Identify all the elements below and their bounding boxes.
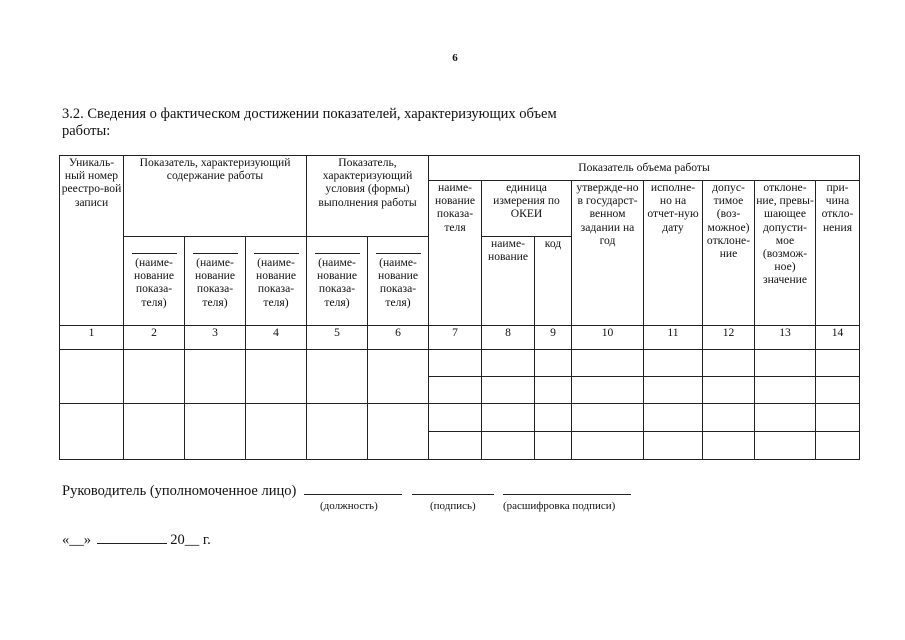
column-number: 14 [816,326,860,350]
header-work-content-group: Показатель, характеризующий содержание работы [124,156,307,237]
header-work-conditions-group: Показатель, характеризующий условия (формы) выполнения работы [307,156,429,237]
table-cell [429,404,482,432]
table-cell [246,350,307,404]
table-row [60,404,860,432]
column-number: 8 [482,326,535,350]
date-year: 20__ г. [170,532,211,548]
table-cell [703,350,755,377]
table-row [60,350,860,377]
signature-label: Руководитель (уполномоченное лицо) [62,483,297,499]
table-cell [644,350,703,377]
column-number: 4 [246,326,307,350]
table-cell [535,432,572,460]
table-cell [644,404,703,432]
table-cell [572,404,644,432]
table-cell [535,377,572,404]
table-cell [124,350,185,404]
decoding-caption: (расшифровка подписи) [503,500,616,512]
header-content-indicator-1: (наиме-нование показа-теля) [124,237,185,326]
table-cell [644,432,703,460]
table-cell [572,377,644,404]
date-month-blank[interactable] [97,530,167,544]
header-approved-in-assignment: утвержде-но в государст-венном задании на год [572,181,644,326]
table-cell [429,432,482,460]
table-cell [482,377,535,404]
table-cell [703,432,755,460]
table-cell [755,404,816,432]
header-row-1 [60,156,860,181]
header-content-indicator-3: (наиме-нование показа-теля) [246,237,307,326]
table-cell [60,350,124,404]
table-cell [429,350,482,377]
header-executed-on-date: исполне-но на отчет-ную дату [644,181,703,326]
header-work-volume-group: Показатель объема работы [429,156,860,181]
header-registry-number: Уникаль-ный номер реестро-вой записи [60,156,124,326]
table-cell [816,377,860,404]
table-cell [246,404,307,460]
page-number: 6 [452,52,458,64]
table-cell [572,432,644,460]
column-number-row [60,326,860,350]
column-number: 2 [124,326,185,350]
table-cell [535,404,572,432]
header-okei-unit: единица измерения по ОКЕИ [482,181,572,237]
position-blank[interactable] [304,481,402,495]
table-cell [535,350,572,377]
table-cell [185,404,246,460]
header-excess-deviation: отклоне-ние, превы-шающее допусти-мое (возмож-ное) значение [755,181,816,326]
column-number: 9 [535,326,572,350]
table-cell [307,404,368,460]
indicators-table [59,155,860,460]
position-caption: (должность) [320,500,378,512]
column-number: 3 [185,326,246,350]
decoding-blank[interactable] [503,481,631,495]
table-cell [644,377,703,404]
column-number: 7 [429,326,482,350]
table-cell [816,350,860,377]
header-content-indicator-2: (наиме-нование показа-теля) [185,237,246,326]
signature-line [62,481,631,500]
table-cell [816,432,860,460]
table-cell [755,377,816,404]
table-cell [368,404,429,460]
header-allowed-deviation: допус-тимое (воз-можное) отклоне-ние [703,181,755,326]
column-number: 1 [60,326,124,350]
header-indicator-name: наиме-нование показа-теля [429,181,482,326]
section-title-line-1: 3.2. Сведения о фактическом достижении показателей, характеризующих объем [62,106,557,122]
table-cell [703,377,755,404]
table-cell [816,404,860,432]
table-cell [307,350,368,404]
section-title-line-2: работы: [62,123,111,139]
table-cell [124,404,185,460]
table-cell [429,377,482,404]
table-cell [482,404,535,432]
signature-blank[interactable] [412,481,494,495]
table-cell [755,432,816,460]
date-day: «__» [62,532,91,548]
signature-caption: (подпись) [430,500,476,512]
column-number: 10 [572,326,644,350]
header-condition-indicator-2: (наиме-нование показа-теля) [368,237,429,326]
column-number: 6 [368,326,429,350]
table-cell [703,404,755,432]
column-number: 13 [755,326,816,350]
table-cell [482,350,535,377]
header-condition-indicator-1: (наиме-нование показа-теля) [307,237,368,326]
column-number: 5 [307,326,368,350]
column-number: 11 [644,326,703,350]
table-cell [185,350,246,404]
header-okei-code: код [535,237,572,326]
section-title [62,106,622,140]
date-line [62,530,211,549]
header-deviation-reason: при-чина отклo-нения [816,181,860,326]
header-okei-name: наиме-нование [482,237,535,326]
table-cell [60,404,124,460]
table-cell [368,350,429,404]
table-cell [755,350,816,377]
table-cell [572,350,644,377]
column-number: 12 [703,326,755,350]
table-cell [482,432,535,460]
